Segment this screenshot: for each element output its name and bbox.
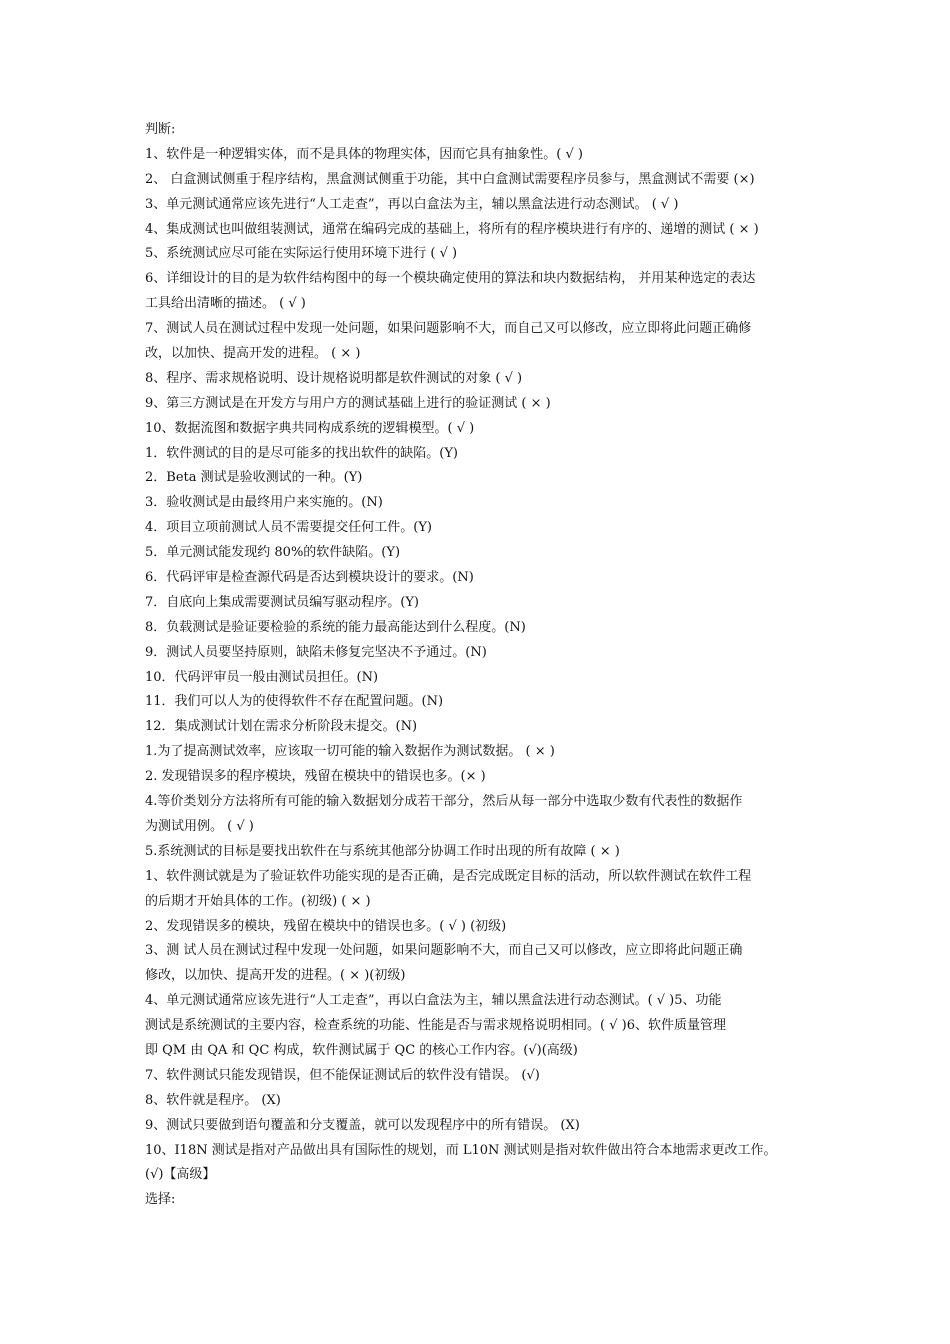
section-heading-judge: 判断: — [145, 122, 176, 137]
question-line: 工具给出清晰的描述。 ( √ ) — [145, 296, 306, 312]
question-line: 4、单元测试通常应该先进行“人工走查”，再以白盒法为主，辅以黑盒法进行动态测试。( √ )5、功能 — [145, 993, 722, 1009]
question-line: 7．自底向上集成需要测试员编写驱动程序。(Y) — [145, 594, 419, 610]
question-line: 修改，以加快、提高开发的进程。( × )(初级) — [145, 968, 406, 984]
question-line: 为测试用例。 ( √ ) — [145, 818, 254, 834]
question-line: 9．测试人员要坚持原则，缺陷未修复完坚决不予通过。(N) — [145, 644, 487, 660]
question-line: 3、测 试人员在测试过程中发现一处问题，如果问题影响不大，而自己又可以修改，应立即将此问题正确 — [145, 943, 743, 959]
document-body — [145, 118, 815, 1213]
question-line: 5．单元测试能发现约 80%的软件缺陷。(Y) — [145, 545, 401, 561]
question-line: 8、程序、需求规格说明、设计规格说明都是软件测试的对象 ( √ ) — [145, 370, 523, 386]
question-line: (√)【高级】 — [145, 1167, 216, 1183]
question-line: 1．软件测试的目的是尽可能多的找出软件的缺陷。(Y) — [145, 445, 458, 461]
question-line: 12．集成测试计划在需求分析阶段末提交。(N) — [145, 719, 418, 735]
question-line: 改，以加快、提高开发的进程。 ( × ) — [145, 346, 361, 362]
question-line: 7、测试人员在测试过程中发现一处问题，如果问题影响不大，而自己又可以修改，应立即将此问题正确修 — [145, 321, 752, 337]
question-line: 9、第三方测试是在开发方与用户方的测试基础上进行的验证测试 ( × ) — [145, 395, 551, 411]
question-line: 7、软件测试只能发现错误，但不能保证测试后的软件没有错误。 (√) — [145, 1067, 540, 1083]
question-line: 测试是系统测试的主要内容，检查系统的功能、性能是否与需求规格说明相同。( √ )6、软件质量管理 — [145, 1018, 726, 1034]
question-line: 6．代码评审是检查源代码是否达到模块设计的要求。(N) — [145, 570, 474, 586]
question-line: 1、软件测试就是为了验证软件功能实现的是否正确，是否完成既定目标的活动，所以软件测试在软件工程 — [145, 868, 752, 884]
question-line: 4.等价类划分方法将所有可能的输入数据划分成若干部分，然后从每一部分中选取少数有代表性的数据作 — [145, 794, 743, 810]
question-line: 5.系统测试的目标是要找出软件在与系统其他部分协调工作时出现的所有故障 ( × ) — [145, 843, 620, 859]
question-line: 5、系统测试应尽可能在实际运行使用环境下进行 ( √ ) — [145, 246, 458, 262]
question-line: 2、 白盒测试侧重于程序结构，黑盒测试侧重于功能，其中白盒测试需要程序员参与，黑盒测试不需要 (×) — [145, 171, 755, 187]
section-heading-choice: 选择: — [145, 1192, 176, 1208]
question-line: 10、数据流图和数据字典共同构成系统的逻辑模型。( √ ) — [145, 420, 475, 436]
question-line: 2、发现错误多的模块，残留在模块中的错误也多。( √ ) (初级) — [145, 918, 507, 934]
question-line: 3．验收测试是由最终用户来实施的。(N) — [145, 495, 383, 511]
question-line: 1、软件是一种逻辑实体，而不是具体的物理实体，因而它具有抽象性。( √ ) — [145, 146, 583, 162]
question-line: 10．代码评审员一般由测试员担任。(N) — [145, 669, 379, 685]
question-line: 即 QM 由 QA 和 QC 构成，软件测试属于 QC 的核心工作内容。(√)(高级) — [145, 1042, 578, 1058]
question-line: 11．我们可以人为的使得软件不存在配置问题。(N) — [145, 694, 444, 710]
question-line: 8、软件就是程序。 (X) — [145, 1092, 281, 1108]
question-line: 8．负载测试是验证要检验的系统的能力最高能达到什么程度。(N) — [145, 619, 526, 635]
question-line: 6、详细设计的目的是为软件结构图中的每一个模块确定使用的算法和块内数据结构， 并用某种选定的表达 — [145, 271, 756, 287]
question-line: 1.为了提高测试效率，应该取一切可能的输入数据作为测试数据。 ( × ) — [145, 744, 555, 760]
question-line: 2．Beta 测试是验收测试的一种。(Y) — [145, 470, 363, 486]
question-line: 的后期才开始具体的工作。(初级) ( × ) — [145, 893, 371, 909]
question-line: 9、测试只要做到语句覆盖和分支覆盖，就可以发现程序中的所有错误。 (X) — [145, 1117, 580, 1133]
question-line: 10、I18N 测试是指对产品做出具有国际性的规划，而 L10N 测试则是指对软件做出符合本地需求更改工作。 — [145, 1142, 777, 1158]
question-line: 2. 发现错误多的程序模块，残留在模块中的错误也多。(× ) — [145, 769, 486, 785]
question-line: 4．项目立项前测试人员不需要提交任何工件。(Y) — [145, 520, 432, 536]
question-line: 3、单元测试通常应该先进行“人工走查”，再以白盒法为主，辅以黑盒法进行动态测试。 ( √ ) — [145, 196, 679, 212]
question-line: 4、集成测试也叫做组装测试，通常在编码完成的基础上，将所有的程序模块进行有序的、递增的测试 ( × ) — [145, 221, 759, 237]
